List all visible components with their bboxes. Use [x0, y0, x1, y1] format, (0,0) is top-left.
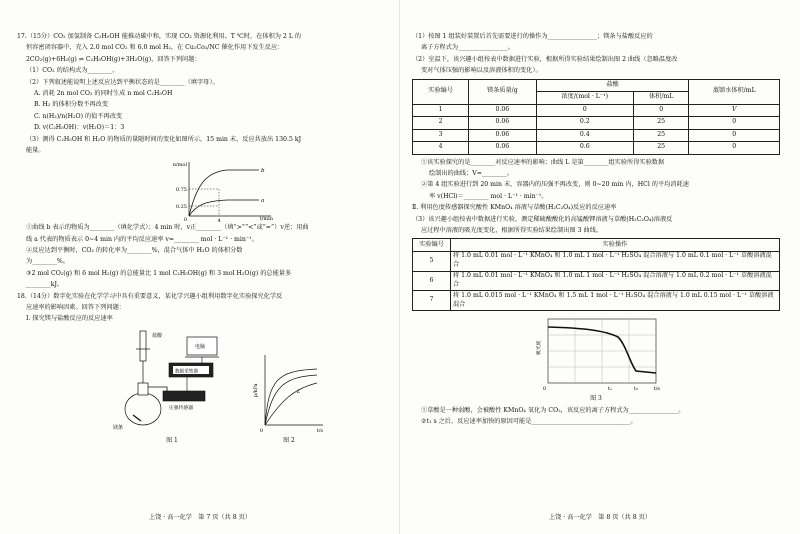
- table-cell: 2: [413, 117, 469, 130]
- table1-header-row: [413, 79, 780, 92]
- table1-h-exp: 实验编号: [413, 79, 469, 104]
- fig3-x-label: t/s: [653, 386, 660, 393]
- table-cell: 6: [413, 271, 451, 291]
- q17-sub2-line2: 为________%。: [26, 258, 70, 266]
- q18-section2-title: Ⅱ. 利用色度传感器探究酸性 KMnO₄ 溶液与草酸(H₂C₂O₄)反应的反应速率: [412, 204, 617, 212]
- q18-part2-sub1-line1: ①该实验探究的是________对反应速率的影响；曲线 L 是第________组实验所得实验数据: [421, 158, 665, 166]
- q17-y-tick-lower: 0.25: [175, 204, 187, 211]
- q17-y-tick-upper: 0.75: [175, 187, 187, 194]
- q17-x-label: t/min: [259, 216, 273, 223]
- table-cell: 3: [413, 129, 469, 142]
- fig2-curve-2: [265, 375, 317, 425]
- left-footer: 上饶 · 高一化学 第 7 页（共 8 页）: [148, 514, 252, 522]
- table1-h-vol: 体积/mL: [633, 92, 689, 105]
- q18-part3-sub1: ①草酸是一种弱酸，会被酸性 KMnO₄ 氧化为 CO₂，该反应的离子方程式为________________。: [421, 406, 685, 414]
- table-cell: V: [689, 104, 780, 117]
- table-cell: 0.06: [469, 129, 537, 142]
- table2-header-row: [413, 239, 780, 252]
- table2-h-op: 实验操作: [451, 239, 780, 252]
- fig1-sensor: [163, 391, 205, 401]
- table-1: [412, 79, 780, 155]
- fig1-caption: 图 1: [166, 436, 178, 444]
- table-row: [413, 251, 780, 271]
- table-cell: 1: [413, 104, 469, 117]
- table-cell: 0: [689, 142, 780, 155]
- right-footer: 上饶 · 高一化学 第 8 页（共 8 页）: [548, 514, 652, 522]
- q17-curve-a: [189, 200, 259, 216]
- fig1-label-sensor: 压强传感器: [169, 405, 193, 411]
- table-row: [413, 271, 780, 291]
- q17-curve-b: [189, 170, 259, 216]
- q17-x-tick: 4: [217, 218, 221, 225]
- q18-part2-line1: （2）室温下，该兴趣小组按表中数据进行实验，根据所得实验结果绘制出图 2 曲线（忽略温度改: [412, 55, 678, 63]
- fig1-mg-strip: [133, 415, 141, 421]
- q17-part3-cont: 能量。: [26, 146, 45, 154]
- fig1-label-collector: 数据采集器: [175, 369, 198, 375]
- table-row: [413, 142, 780, 155]
- fig3-tick-t1: t₁: [607, 386, 613, 393]
- table2-h-exp: 实验编号: [413, 239, 451, 252]
- fig1-label-pc: 电脑: [195, 343, 206, 350]
- fig1-apparatus: [107, 327, 237, 433]
- table-cell: 0.6: [536, 142, 633, 155]
- table-row: [413, 291, 780, 311]
- fig1-label-hcl: 盐酸: [152, 332, 163, 339]
- q17-sub1-line2: 线 a 代表的物质表示 0~4 min 内的平均反应速率 v=________ mol · L⁻¹ · min⁻¹。: [26, 235, 258, 243]
- table-cell: 0: [689, 117, 780, 130]
- q18-part2-sub2-line2: 率 v(HCl)＝________ mol · L⁻¹ · min⁻¹。: [429, 192, 548, 200]
- figure-2: [251, 349, 327, 445]
- q17-graph: [167, 158, 277, 224]
- table-row: [413, 129, 780, 142]
- fig2-origin: 0: [259, 427, 263, 433]
- fig1-flask: [125, 393, 161, 425]
- table-cell: 将 1.0 mL 0.015 mol · L⁻¹ KMnO₄ 和 1.5 mL 1 mol · L⁻¹ H₂SO₄ 混合溶液与 1.0 mL 0.15 mol · L⁻¹ 草酸溶液混合: [451, 291, 780, 311]
- q17-sub1-line1: ①曲线 b 表示的物质为________（填化学式）；4 min 时，v正________（填“>”“<”或“=”）v逆；用曲: [26, 224, 309, 232]
- table-cell: 0: [689, 129, 780, 142]
- q18-part2-line2: 变对气体压强的影响以及溶液体积的变化）。: [421, 67, 542, 75]
- fig1-label-mg: 镁条: [113, 424, 124, 431]
- table-cell: 将 1.0 mL 0.01 mol · L⁻¹ KMnO₄ 和 1.0 mL 1 mol · L⁻¹ H₂SO₄ 混合溶液与 1.0 mL 0.2 mol · L⁻¹ 草酸溶液混合: [451, 271, 780, 291]
- fig2-curve-1: [265, 369, 317, 425]
- fig3-tick-t2: t₂: [633, 386, 639, 393]
- table-cell: 0.06: [469, 117, 537, 130]
- fig2-caption: 图 2: [283, 436, 295, 444]
- table-2: [412, 238, 780, 311]
- table-cell: 0: [633, 104, 689, 117]
- q17-sub3-line2: ________kJ。: [26, 281, 64, 289]
- q17-sub2-line1: ②反应达到平衡时，CO₂ 的转化率为________%，混合气体中 H₂O 的体积分数: [26, 247, 243, 255]
- q17-sub3-line1: ③2 mol CO₂(g) 和 6 mol H₂(g) 的总能量比 1 mol C₂H₅OH(g) 和 3 mol H₂O(g) 的总能量多: [26, 269, 292, 277]
- table-row: [413, 117, 780, 130]
- q18-part3-line1: （3）该兴趣小组按表中数据进行实验，测定稀硫酸酸化的高锰酸钾溶液与草酸(H₂C₂O₄)溶液反: [412, 215, 673, 223]
- q18-part3-line2: 应过程中溶液的吸光度变化，根据所得实验结果绘制出图 3 曲线。: [421, 226, 603, 234]
- fig3-graph: [526, 315, 666, 395]
- fig2-x-label: t/s: [316, 427, 323, 433]
- q17-intro-line2: 恒容密闭容器中，充入 2.0 mol CO₂ 和 6.0 mol H₂，在 Cu₂Co₂/NC 催化作用下发生反应：: [26, 44, 284, 52]
- table1-h-water: 蒸馏水体积/mL: [689, 79, 780, 104]
- table1-h-conc: 浓度/(mol · L⁻¹): [536, 92, 633, 105]
- fig1-funnel: [140, 331, 146, 361]
- q17-intro-line1: 17.（15分）CO₂ 加氢制备 C₂H₅OH 能推动碳中和，实现 CO₂ 资源化利用。T ℃时，在体积为 2 L 的: [17, 33, 302, 40]
- fig2-graph: [251, 349, 327, 433]
- q18-intro-line1: 18.（14分）数字化实验在化学学习中具有重要意义，某化学兴趣小组利用数字化实验探究化学反: [17, 292, 283, 300]
- table-cell: 0.06: [469, 104, 537, 117]
- q17-option-a: A. 消耗 2n mol CO₂ 的同时生成 n mol C₂H₅OH: [34, 89, 173, 97]
- table-cell: 0: [536, 104, 633, 117]
- fig1-flask-neck: [138, 383, 148, 395]
- q17-option-d: D. v(C₂H₅OH)：v(H₂O)＝1：3: [34, 124, 125, 132]
- figure-3: [412, 315, 780, 404]
- q18-part3-sub2: ②t₁ s 之后，反应速率加快的原因可能是________________________________。: [421, 418, 637, 426]
- right-page: [400, 0, 800, 534]
- fig2-curve-3: [265, 383, 317, 425]
- fig3-origin: 0: [542, 386, 546, 393]
- table-cell: 4: [413, 142, 469, 155]
- table-cell: 25: [633, 117, 689, 130]
- q17-option-b: B. H₂ 的体积分数不再改变: [34, 101, 109, 109]
- q18-figures: [17, 327, 386, 445]
- q17-label-a: a: [261, 198, 265, 205]
- table-cell: 7: [413, 291, 451, 311]
- q17-part1: （1）CO₂ 的结构式为________。: [26, 67, 119, 75]
- table1-h-hcl: 盐酸: [536, 79, 689, 92]
- q17-y-label: n/mol: [172, 162, 187, 169]
- fig2-curve-label: L: [297, 388, 301, 395]
- q18-intro-line2: 应速率的影响因素。回答下列问题：: [26, 304, 125, 312]
- q17-part2: （2）下列叙述能说明上述反应达到平衡状态的是________（填字母）。: [26, 78, 219, 86]
- table1-h-mg: 镁条质量/g: [469, 79, 537, 104]
- table-cell: 0.4: [536, 129, 633, 142]
- table-cell: 0.2: [536, 117, 633, 130]
- q17-origin: 0: [183, 217, 187, 224]
- q18-part1-line1: （1）按图 1 组装好装置后首先需要进行的操作为________________；镁条与盐酸反应的: [412, 33, 653, 40]
- table-cell: 5: [413, 251, 451, 271]
- fig2-y-label: p/kPa: [254, 383, 259, 397]
- q17-label-b: b: [261, 168, 265, 175]
- table-cell: 25: [633, 129, 689, 142]
- figure-1: [107, 327, 237, 445]
- table-cell: 25: [633, 142, 689, 155]
- q17-option-c: C. n(H₂)/n(H₂O) 的值不再改变: [34, 112, 123, 120]
- q17-part3: （3）测得 C₂H₅OH 和 H₂O 的物质的量随时间的变化如图所示，15 min 末，反应共放出 130.5 kJ: [26, 135, 302, 143]
- q18-section1-title: Ⅰ. 探究镁与盐酸反应的反应速率: [26, 315, 113, 323]
- table-cell: 将 1.0 mL 0.01 mol · L⁻¹ KMnO₄ 和 1.0 mL 1 mol · L⁻¹ H₂SO₄ 混合溶液与 1.0 mL 0.1 mol · L⁻¹ 草酸溶液混合: [451, 251, 780, 271]
- q18-part2-sub2-line1: ②第 4 组实验进行到 20 min 末，容器内的压强不再改变，则 0~20 min 内，HCl 的平均消耗速: [421, 181, 689, 189]
- fig3-caption: 图 3: [590, 395, 602, 403]
- table-row: [413, 104, 780, 117]
- q18-part1-line2: 离子方程式为________________。: [421, 44, 514, 52]
- q17-equation: 2CO₂(g)+6H₂(g) ⇌ C₂H₅OH(g)+3H₂O(g)，回答下列问题：: [26, 55, 201, 63]
- table-cell: 0.06: [469, 142, 537, 155]
- q18-part2-sub1-line2: 绘制出的曲线；V=________。: [429, 169, 513, 177]
- fig3-y-label: 吸光度: [537, 340, 542, 356]
